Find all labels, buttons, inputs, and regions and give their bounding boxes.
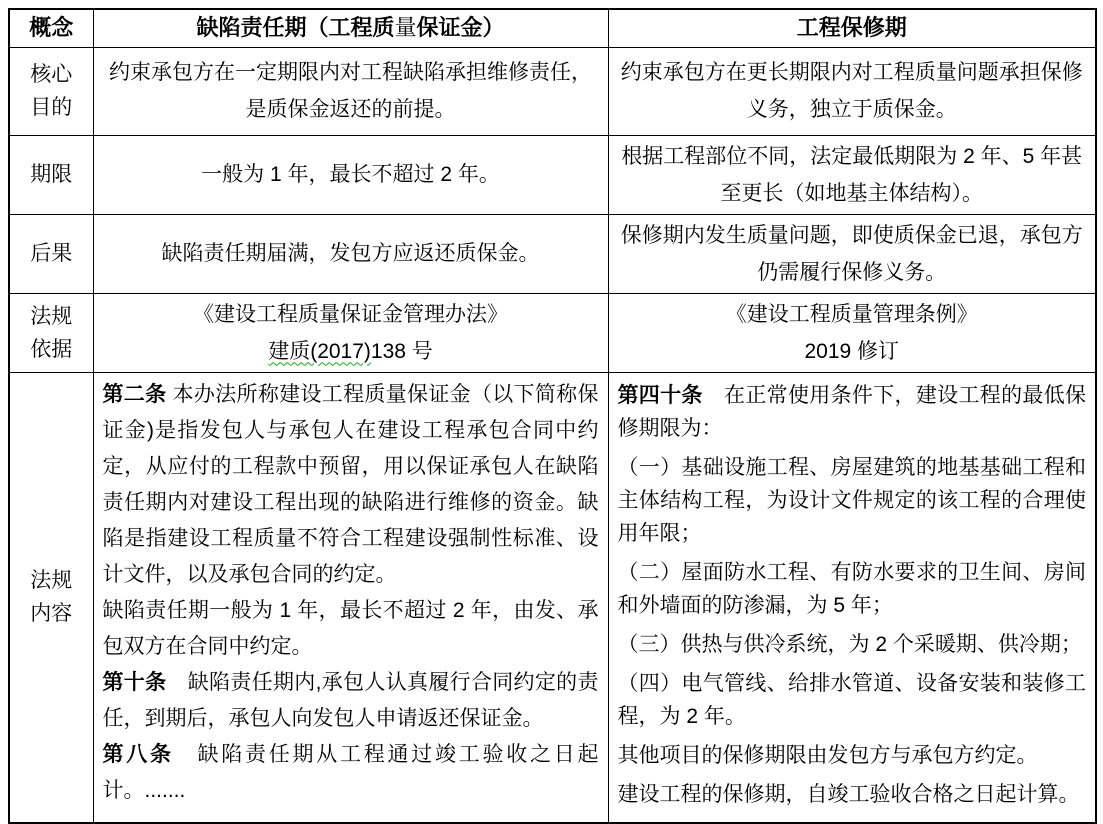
- row-label-legal-basis: [9, 293, 93, 372]
- cell-duration-warranty: [608, 135, 1096, 214]
- text-run: 138 号: [370, 339, 433, 363]
- row-label-consequence: [9, 214, 93, 293]
- text-run: 第八条: [102, 742, 174, 766]
- header-warranty-period: 工程保修期: [608, 9, 1096, 47]
- paragraph: [618, 739, 1087, 772]
- paragraph: [617, 54, 1088, 128]
- cell-legal-content-warranty: [608, 372, 1096, 823]
- text-run: 建设工程的保修期，自竣工验收合格之日起计算。: [617, 782, 1080, 806]
- text-run: 约束承包方在更长期限内对工程质量问题承担保修义务，独立于质保金。: [620, 61, 1083, 121]
- label-line: 内容: [30, 602, 73, 626]
- text-run: 约束承包方在一定期限内对工程缺陷承担维修责任，是质保金返还的前提。: [109, 61, 592, 121]
- paragraph: [102, 333, 600, 370]
- paragraph: [103, 593, 599, 665]
- cell-legal-basis-defect: [93, 293, 608, 372]
- text-run: 保证金）: [416, 15, 505, 41]
- cell-legal-basis-warranty: [608, 293, 1096, 372]
- comparison-table: [8, 8, 1097, 824]
- paragraph: [617, 296, 1088, 333]
- text-run: 《建设工程质量管理条例》: [725, 302, 978, 326]
- paragraph: [102, 54, 600, 128]
- text-run: （三）供热与供冷系统，为 2 个采暖期、供冷期；: [617, 632, 1082, 656]
- row-legal-content: [9, 372, 1096, 823]
- row-label-core-purpose: [9, 47, 93, 135]
- row-consequence: [9, 214, 1096, 293]
- row-label-duration: [9, 135, 93, 214]
- cell-consequence-warranty: [608, 214, 1096, 293]
- label-line: 后果: [30, 242, 73, 265]
- text-run: 根据工程部位不同，法定最低期限为 2 年、5 年甚至更长（如地基主体结构）。: [621, 144, 1083, 205]
- label-line: 目的: [30, 96, 73, 119]
- text-run: 第四十条: [617, 383, 703, 407]
- text-run: （二）屋面防水工程、有防水要求的卫生间、房间和外墙面的防渗漏，为 5 年；: [617, 560, 1086, 617]
- text-run: 《建设工程质量保证金管理办法》: [193, 302, 508, 326]
- text-run: 缺陷责任期一般为 1 年，最长不超过 2 年，由发、承包双方在合同中约定。: [102, 598, 599, 658]
- paragraph: [618, 778, 1087, 811]
- text-run: 第十条: [102, 670, 167, 694]
- text-run: （四）电气管线、给排水管道、设备安装和装修工程，为 2 年。: [617, 671, 1086, 728]
- text-run: 一般为 1 年，最长不超过 2 年。: [201, 163, 500, 186]
- row-core-purpose: [9, 47, 1096, 135]
- text-run: 量: [394, 15, 417, 41]
- text-run: 缺陷责任期届满，发包方应返还质保金。: [161, 242, 540, 265]
- paragraph: [617, 138, 1088, 212]
- paragraph: [617, 217, 1088, 291]
- text-run: 第二条: [102, 382, 167, 406]
- paragraph: [618, 556, 1087, 622]
- row-legal-basis: [9, 293, 1096, 372]
- text-run: 2019 修订: [804, 339, 900, 363]
- text-run: 本办法所称建设工程质量保证金（以下简称保证金)是指发包人与承包人在建设工程承包合同中约定，从应付的工程款中预留，用以保证承包人在缺陷责任期内对建设工程出现的缺陷进行维修的资金。缺陷是指建设工程质量不符合工程建设强制性标准、设计文件，以及承包合同的约定。: [102, 382, 599, 586]
- paragraph: [102, 13, 600, 43]
- paragraph: [618, 451, 1087, 550]
- cell-core-purpose-defect: [93, 47, 608, 135]
- paragraph: [618, 667, 1087, 733]
- text-run: 缺陷责任期内,承包人认真履行合同约定的责任，到期后，承包人向发包人申请返还保证金。: [102, 670, 599, 730]
- spellcheck-underlined-text: 建质(2017): [268, 339, 371, 363]
- paragraph: [103, 665, 599, 737]
- paragraph: [103, 737, 599, 809]
- label-line: 核心: [30, 63, 73, 86]
- text-run: 其他项目的保修期限由发包方与承包方约定。: [617, 743, 1038, 767]
- header-concept: 概念: [9, 9, 93, 47]
- paragraph: [617, 333, 1088, 370]
- cell-core-purpose-warranty: [608, 47, 1096, 135]
- paragraph: [618, 628, 1087, 661]
- paragraph: [102, 296, 600, 333]
- text-run: 缺陷责任期从工程通过竣工验收之日起计。.......: [102, 742, 599, 802]
- text-run: 缺陷责任期（工程质: [196, 15, 395, 41]
- header-row: [9, 9, 1096, 47]
- header-defect-liability-period: [93, 9, 608, 47]
- paragraph: [102, 156, 600, 193]
- text-run: 保修期内发生质量问题，即使质保金已退，承包方仍需履行保修义务。: [620, 223, 1083, 284]
- cell-consequence-defect: [93, 214, 608, 293]
- cell-duration-defect: [93, 135, 608, 214]
- label-line: 依据: [30, 337, 73, 361]
- paragraph: [102, 235, 600, 272]
- paragraph: [103, 377, 599, 593]
- label-line: 法规: [30, 569, 73, 593]
- text-run: （一）基础设施工程、房屋建筑的地基基础工程和主体结构工程，为设计文件规定的该工程的合理使用年限；: [617, 455, 1086, 545]
- text-run: 在正常使用条件下，建设工程的最低保修期限为：: [617, 383, 1087, 440]
- row-label-legal-content: [9, 372, 93, 823]
- row-duration: [9, 135, 1096, 214]
- paragraph: [618, 379, 1087, 445]
- label-line: 法规: [30, 304, 73, 328]
- cell-legal-content-defect: [93, 372, 608, 823]
- label-line: 期限: [30, 163, 73, 186]
